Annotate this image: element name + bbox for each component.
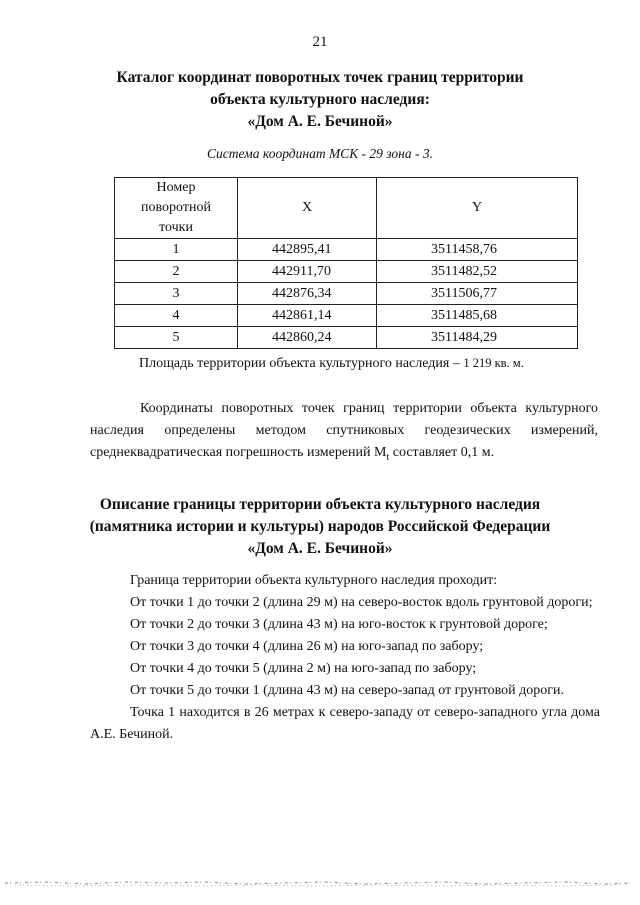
coordinates-table bbox=[114, 177, 578, 349]
table-row bbox=[115, 239, 578, 261]
description-title-line1: Описание границы территории объекта культурного наследия bbox=[99, 496, 541, 513]
description-title-line3: «Дом А. Е. Бечиной» bbox=[247, 540, 393, 557]
segment-1: От точки 1 до точки 2 (длина 29 м) на северо-восток вдоль грунтовой дороги; bbox=[130, 595, 593, 610]
catalog-title-line1: Каталог координат поворотных точек границ территории bbox=[116, 69, 524, 86]
cell-y: 3511506,77 bbox=[377, 283, 578, 305]
header-point-line3: точки bbox=[159, 220, 193, 235]
table-row bbox=[115, 305, 578, 327]
header-point-number bbox=[115, 178, 238, 239]
cell-x: 442860,24 bbox=[238, 327, 377, 349]
cell-point-number: 1 bbox=[115, 239, 238, 261]
table-row bbox=[115, 261, 578, 283]
description-title-line2: (памятника истории и культуры) народов Российской Федерации bbox=[89, 518, 551, 535]
table-row bbox=[115, 327, 578, 349]
accuracy-text: Координаты поворотных точек границ территории объекта культурного наследия определены методом спутниковых геодезических измерений, среднеквадратическая погрешность измерений M bbox=[90, 401, 598, 460]
segment-4: От точки 4 до точки 5 (длина 2 м) на юго-запад по забору; bbox=[130, 661, 477, 676]
cell-point-number: 5 bbox=[115, 327, 238, 349]
cell-y: 3511482,52 bbox=[377, 261, 578, 283]
description-intro: Граница территории объекта культурного наследия проходит: bbox=[130, 573, 498, 588]
header-point-line1: Номер bbox=[156, 180, 196, 195]
cell-x: 442911,70 bbox=[238, 261, 377, 283]
cell-y: 3511485,68 bbox=[377, 305, 578, 327]
segment-2: От точки 2 до точки 3 (длина 43 м) на юго-восток к грунтовой дороге; bbox=[130, 617, 548, 632]
area-text: Площадь территории объекта культурного наследия – bbox=[139, 356, 464, 371]
area-value: 1 219 кв. м. bbox=[463, 356, 524, 370]
segment-3: От точки 3 до точки 4 (длина 26 м) на юго-запад по забору; bbox=[130, 639, 484, 654]
cell-x: 442861,14 bbox=[238, 305, 377, 327]
header-y: Y bbox=[377, 178, 578, 239]
header-x: X bbox=[238, 178, 377, 239]
segment-5: От точки 5 до точки 1 (длина 43 м) на северо-запад от грунтовой дороги. bbox=[130, 683, 565, 698]
accuracy-text-end: составляет 0,1 м. bbox=[389, 445, 495, 460]
accuracy-subscript: t bbox=[386, 451, 390, 463]
catalog-title-line3: «Дом А. Е. Бечиной» bbox=[247, 113, 393, 130]
cell-y: 3511458,76 bbox=[377, 239, 578, 261]
catalog-title-line2: объекта культурного наследия: bbox=[210, 91, 430, 108]
accuracy-paragraph bbox=[90, 398, 598, 469]
coordinate-system: Система координат МСК - 29 зона - 3. bbox=[207, 146, 433, 161]
cell-point-number: 3 bbox=[115, 283, 238, 305]
table-header-row bbox=[115, 178, 578, 239]
catalog-title bbox=[60, 67, 580, 133]
point-location: Точка 1 находится в 26 метрах к северо-западу от северо-западного угла дома А.Е. Бечиной. bbox=[90, 705, 600, 742]
cell-x: 442895,41 bbox=[238, 239, 377, 261]
area-statement bbox=[139, 356, 524, 372]
header-point-line2: поворотной bbox=[141, 200, 211, 215]
page-number: 21 bbox=[312, 34, 328, 50]
cell-y: 3511484,29 bbox=[377, 327, 578, 349]
table-row bbox=[115, 283, 578, 305]
cell-x: 442876,34 bbox=[238, 283, 377, 305]
boundary-description bbox=[90, 570, 600, 746]
cell-point-number: 4 bbox=[115, 305, 238, 327]
scan-noise-strip bbox=[5, 877, 630, 889]
description-title bbox=[60, 494, 580, 560]
cell-point-number: 2 bbox=[115, 261, 238, 283]
